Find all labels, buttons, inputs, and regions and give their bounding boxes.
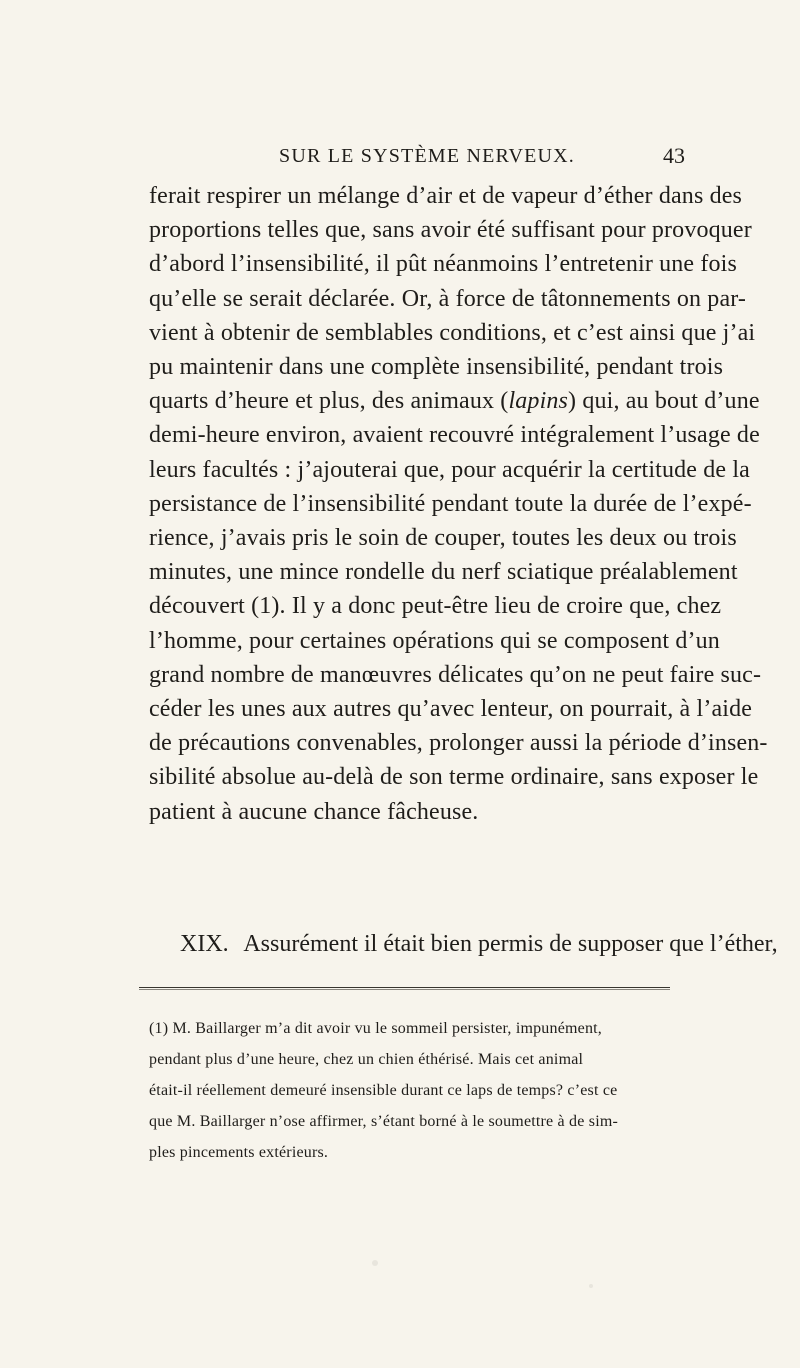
- body-line-9: leurs facultés : j’ajouterai que, pour acquérir la certitude de la: [149, 456, 750, 483]
- body-line-5: vient à obtenir de semblables conditions, et c’est ainsi que j’ai: [149, 319, 756, 346]
- body-line-13: découvert (1). Il y a donc peut-être lieu de croire que, chez: [149, 593, 722, 620]
- running-head: SUR LE SYSTÈME NERVEUX.: [279, 145, 576, 167]
- body-line-3: d’abord l’insensibilité, il pût néanmoins l’entretenir une fois: [149, 251, 737, 278]
- section-text: Assurément il était bien permis de supposer que l’éther,: [243, 931, 778, 957]
- body-line-11: rience, j’avais pris le soin de couper, toutes les deux ou trois: [149, 525, 737, 552]
- footnote: [149, 1013, 680, 1168]
- italic-word-lapins: lapins: [508, 388, 569, 415]
- body-line-7-before: quarts d’heure et plus, des animaux (: [149, 388, 509, 415]
- section-number: XIX.: [180, 931, 229, 957]
- body-line-4: qu’elle se serait déclarée. Or, à force de tâtonnements on par-: [149, 285, 747, 312]
- footnote-line-3: était-il réellement demeuré insensible durant ce laps de temps? c’est ce: [149, 1082, 618, 1099]
- footnote-line-2: pendant plus d’une heure, chez un chien éthérisé. Mais cet animal: [149, 1051, 584, 1068]
- body-line-12: minutes, une mince rondelle du nerf sciatique préalablement: [149, 559, 738, 586]
- body-line-14: l’homme, pour certaines opérations qui se composent d’un: [149, 627, 720, 654]
- section-start: [180, 927, 778, 961]
- body-line-6: pu maintenir dans une complète insensibilité, pendant trois: [149, 354, 724, 381]
- footnote-line-1: (1) M. Baillarger m’a dit avoir vu le sommeil persister, impunément,: [149, 1020, 603, 1037]
- body-line-17: de précautions convenables, prolonger aussi la période d’insen-: [149, 730, 768, 757]
- footnote-divider-shadow: [139, 989, 670, 990]
- body-line-2: proportions telles que, sans avoir été suffisant pour provoquer: [149, 217, 752, 244]
- body-line-18: sibilité absolue au-delà de son terme ordinaire, sans exposer le: [149, 764, 759, 791]
- body-line-19: patient à aucune chance fâcheuse.: [149, 798, 479, 825]
- page-header: [0, 141, 800, 171]
- body-line-16: céder les unes aux autres qu’avec lenteur, on pourrait, à l’aide: [149, 696, 753, 723]
- body-line-7-after: ) qui, au bout d’une: [568, 388, 760, 415]
- paper-speck: [589, 1284, 593, 1288]
- page-number: 43: [663, 143, 685, 168]
- body-line-7: [149, 384, 760, 418]
- body-line-10: persistance de l’insensibilité pendant toute la durée de l’expé-: [149, 490, 752, 517]
- footnote-line-4: que M. Baillarger n’ose affirmer, s’étant borné à le soumettre à de sim-: [149, 1113, 619, 1130]
- footnote-divider: [139, 987, 670, 988]
- body-line-15: grand nombre de manœuvres délicates qu’on ne peut faire suc-: [149, 661, 762, 688]
- body-line-8: demi-heure environ, avaient recouvré intégralement l’usage de: [149, 422, 760, 449]
- main-paragraph: [149, 179, 768, 829]
- body-line-1: ferait respirer un mélange d’air et de vapeur d’éther dans des: [149, 183, 743, 209]
- footnote-line-5: ples pincements extérieurs.: [149, 1144, 329, 1161]
- paper-speck: [372, 1260, 378, 1266]
